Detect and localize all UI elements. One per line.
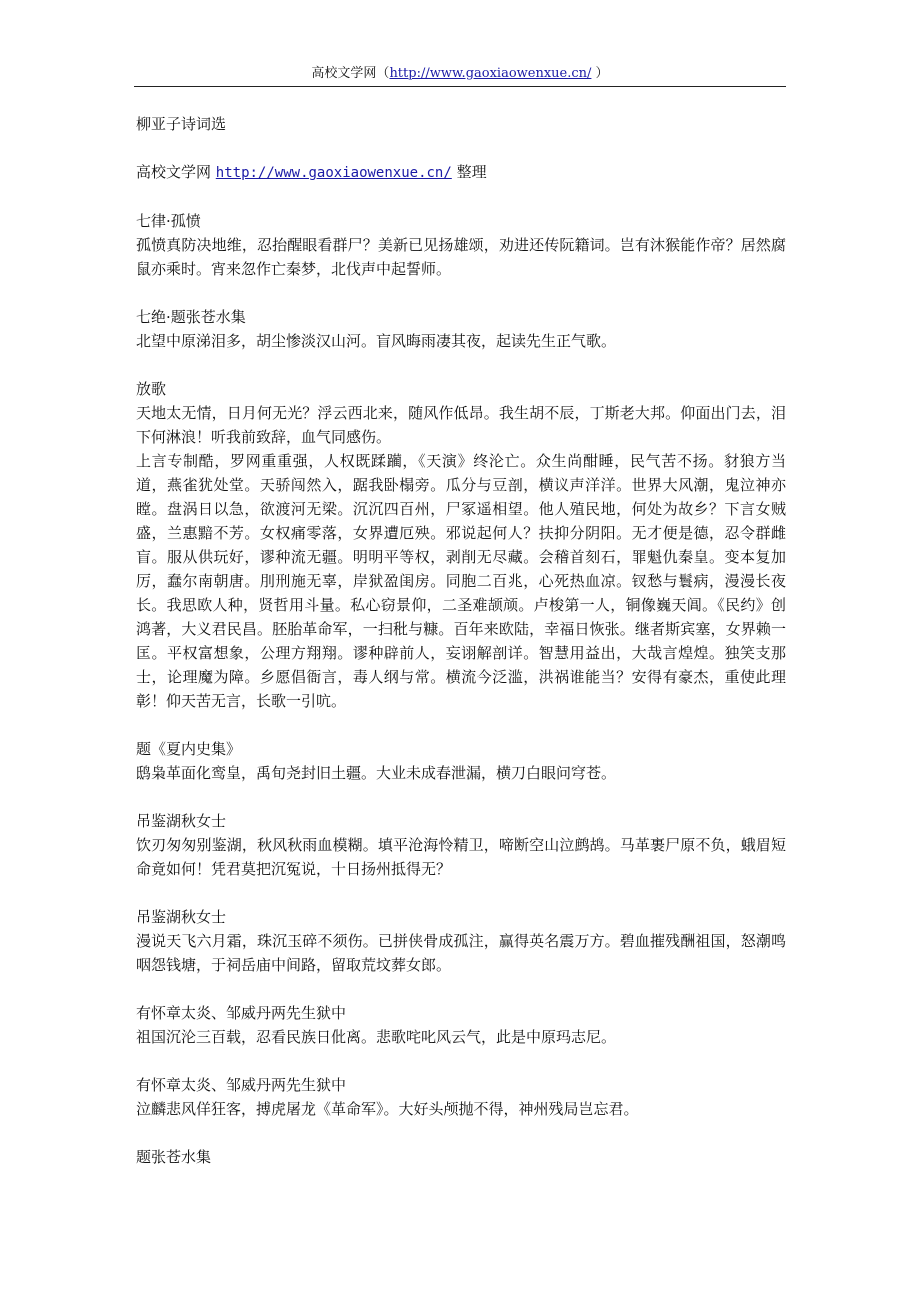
poem-text: 饮刃匆匆别鉴湖，秋风秋雨血模糊。填平沧海怜精卫，啼断空山泣鹧鸪。马革裹尸原不负，蛾眉短命竟如何！凭君莫把沉冤说，十日扬州抵得无？ <box>136 836 786 878</box>
poem-section <box>136 1145 786 1169</box>
compiler-suffix: 整理 <box>451 163 487 181</box>
poem-section <box>136 1001 786 1049</box>
poem-title: 题张苍水集 <box>136 1148 212 1166</box>
poem-section <box>136 377 786 713</box>
poem-text: 漫说天飞六月霜，珠沉玉碎不须伤。已拼侠骨成孤注，赢得英名震万方。碧血摧残酬祖国，怒潮鸣咽怨钱塘，于祠岳庙中间路，留取荒坟葬女郎。 <box>136 932 786 974</box>
poem-section <box>136 809 786 881</box>
poem-title: 吊鉴湖秋女士 <box>136 908 227 926</box>
poem-text: 上言专制酷，罗网重重强，人权既蹂躏，《天演》终沦亡。众生尚酣睡，民气苦不扬。豺狼方当道，燕雀犹处堂。天骄闯然入，踞我卧榻旁。瓜分与豆剖，横议声洋洋。世界大风潮，鬼泣神亦瞠。盘涡日以急，欲渡河无梁。沉沉四百州，尸冢遥相望。他人殖民地，何处为故乡？下言女贼盛，兰惠黯不芳。女权痛零落，女界遭厄殃。邪说起何人？扶抑分阴阳。无才便是德，忍令群雌盲。服从供玩好，谬种流无疆。明明平等权，剥削无尽藏。会稽首刻石，罪魁仇秦皇。变本复加厉，蠢尔南朝唐。刖刑施无辜，岸狱盈闺房。同胞二百兆，心死热血凉。钗愁与鬟病，漫漫长夜长。我思欧人种，贤哲用斗量。私心窃景仰，二圣难颉颃。卢梭第一人，铜像巍天阊。《民约》创鸿著，大义君民昌。胚胎革命军，一扫秕与糠。百年来欧陆，幸福日恢张。继者斯宾塞，女界赖一匡。平权富想象，公理方翔翔。谬种辟前人，妄诩解剖详。智慧用益出，大哉言煌煌。独笑支那士，论理魔为障。乡愿倡衙言，毒人纲与常。横流今泛滥，洪祸谁能当？安得有豪杰，重使此理彰！仰天苦无言，长歌一引吭。 <box>136 452 786 710</box>
poem-section <box>136 305 786 353</box>
poem-title: 题《夏内史集》 <box>136 740 242 758</box>
poem-title: 有怀章太炎、邹威丹两先生狱中 <box>136 1004 347 1022</box>
poem-title: 放歌 <box>136 380 167 398</box>
header-suffix: ） <box>591 66 609 81</box>
poem-text: 北望中原涕泪多，胡尘惨淡汉山河。盲风晦雨凄其夜，起读先生正气歌。 <box>136 332 617 350</box>
poem-title: 吊鉴湖秋女士 <box>136 812 227 830</box>
header-url-link[interactable]: http://www.gaoxiaowenxue.cn/ <box>389 66 592 81</box>
document-title: 柳亚子诗词选 <box>136 115 227 133</box>
header-site-name: 高校文学网（ <box>311 66 390 81</box>
poem-title: 七绝·题张苍水集 <box>136 308 246 326</box>
poem-text: 鸱枭革面化鸾皇，禹旬尧封旧土疆。大业未成春泄漏，横刀白眼问穹苍。 <box>136 764 617 782</box>
poem-text: 孤愤真防决地维，忍抬醒眼看群尸？美新已见扬雄颂，劝进还传阮籍词。岂有沐猴能作帝？居然腐鼠亦乘时。宵来忽作亡秦梦，北伐声中起誓师。 <box>136 236 786 278</box>
document-body <box>136 112 786 1169</box>
page-header <box>134 64 786 87</box>
compiler-prefix: 高校文学网 <box>136 163 216 181</box>
poem-text: 泣麟悲风佯狂客，搏虎屠龙《革命军》。大好头颅抛不得，神州残局岂忘君。 <box>136 1100 639 1118</box>
poem-list <box>136 185 786 1169</box>
poem-title: 有怀章太炎、邹威丹两先生狱中 <box>136 1076 347 1094</box>
poem-title: 七律·孤愤 <box>136 212 201 230</box>
poem-section <box>136 737 786 785</box>
compiler-line <box>136 160 786 185</box>
poem-section <box>136 905 786 977</box>
compiler-url-link[interactable]: http://www.gaoxiaowenxue.cn/ <box>215 165 452 181</box>
poem-section <box>136 1073 786 1121</box>
poem-text: 祖国沉沦三百载，忍看民族日仳离。悲歌咤叱风云气，此是中原玛志尼。 <box>136 1028 617 1046</box>
poem-section <box>136 209 786 281</box>
poem-text: 天地太无情，日月何无光？浮云西北来，随风作低昂。我生胡不辰，丁斯老大邦。仰面出门去，泪下何淋浪！听我前致辞，血气同感伤。 <box>136 404 786 446</box>
